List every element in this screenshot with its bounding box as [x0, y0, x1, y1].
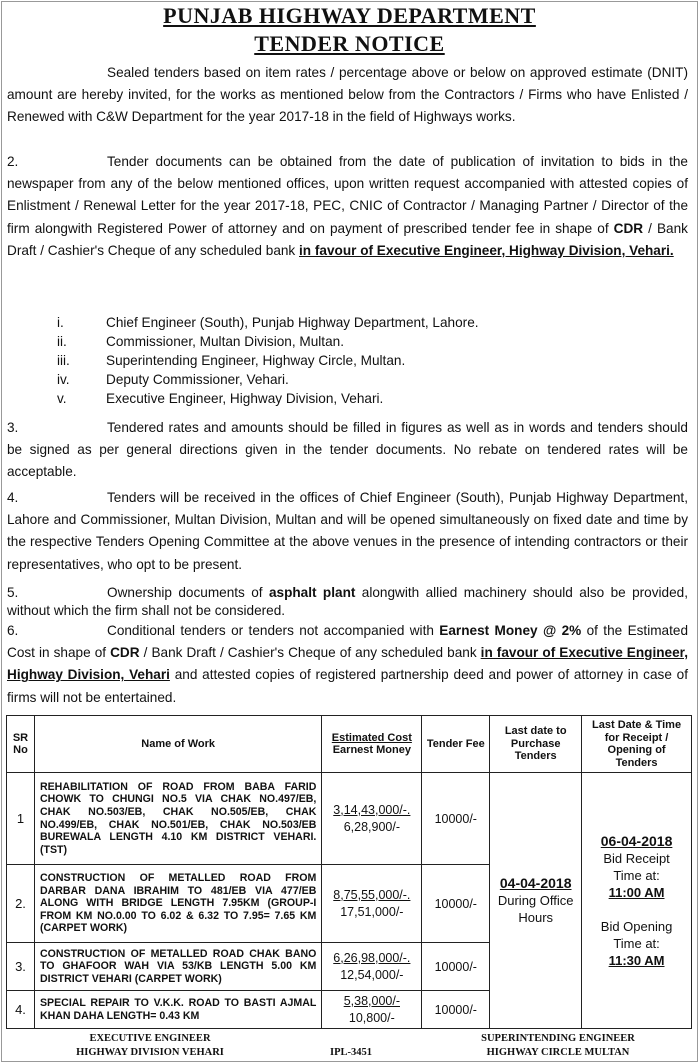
bid-receipt-time-label: Time at: [613, 867, 660, 883]
purchase-line-1: During Office [497, 893, 574, 908]
row-work: SPECIAL REPAIR TO V.K.K. ROAD TO BASTI AJMAL KHAN DAHA LENGTH= 0.43 KM [34, 991, 321, 1029]
in-favour-text: in favour of Executive Engineer, Highway Division, Vehari. [299, 242, 674, 258]
list-item [57, 313, 479, 332]
estimated-cost: 3,14,43,000/-. [333, 802, 411, 817]
earnest-money: 12,54,000/- [340, 967, 404, 982]
row-work: REHABILITATION OF ROAD FROM BABA FARID CHOWK TO CHUNGI NO.5 VIA CHAK NO.497/EB, CHAK NO.503/EB, CHAK NO.505/EB, CHAK NO.499/EB, CHAK NO.501/EB, CHAK NO.503/EB BUREWALA LENGTH 4.10 KM DISTRICT VEHARI. (TST) [34, 773, 321, 865]
earnest-money: 6,28,900/- [343, 819, 400, 834]
row-sr: 1 [7, 773, 35, 865]
footer-executive-engineer [30, 1032, 270, 1060]
paragraph-2-text: Tender documents can be obtained from the date of publication of invitation to bids in the newspaper from any of the below mentioned offices, upon written request accompanied with attested copies of Enlistment / Renewal Letter for the year 2017-18, PEC, CNIC of Contractor / Managing Partner / Director of the firm alongwith Registered Power of attorney and on payment of prescribed tender fee in shape of [7, 154, 688, 236]
footer-superintending-engineer [438, 1032, 678, 1060]
list-item-number: iv. [57, 372, 70, 387]
paragraph-6 [7, 620, 688, 709]
opening-time: 11:30 AM [608, 952, 665, 968]
estimated-cost: 8,75,55,000/-. [333, 887, 411, 902]
footer-right-line-1: SUPERINTENDING ENGINEER [481, 1033, 635, 1044]
row-cost [322, 943, 422, 991]
receipt-time: 11:00 AM [608, 884, 665, 900]
estimated-cost: 6,26,98,000/-. [333, 950, 411, 965]
paragraph-number: 5. [7, 585, 19, 600]
paragraph-number: 6. [7, 623, 19, 638]
footer-left-line-2: HIGHWAY DIVISION VEHARI [76, 1047, 224, 1058]
row-fee: 10000/- [422, 991, 490, 1029]
purchase-date-cell [490, 773, 582, 1029]
paragraph-2-text-b: / Bank Draft / Cashier's Cheque of any scheduled bank [7, 220, 688, 258]
row-sr: 2. [7, 865, 35, 943]
paragraph-number: 4. [7, 490, 19, 505]
paragraph-4 [7, 487, 688, 576]
purchase-line-2: Hours [518, 910, 554, 925]
paragraph-5 [7, 584, 688, 620]
paragraph-5-text-b: alongwith allied machinery should also be provided, without which the firm shall not be considered. [7, 585, 688, 618]
row-fee: 10000/- [422, 865, 490, 943]
paragraph-6-text-d: and attested copies of registered partnership deed and power of attorney in case of firms will not be entertained. [7, 667, 688, 705]
list-item-text: Superintending Engineer, Highway Circle, Multan. [106, 353, 406, 368]
row-cost [322, 991, 422, 1029]
cdr-text: CDR [613, 220, 644, 236]
list-item [57, 332, 479, 351]
paragraph-6-text-c: / Bank Draft / Cashier's Cheque of any scheduled bank [139, 645, 481, 661]
paragraph-3 [7, 417, 688, 484]
list-item-text: Deputy Commissioner, Vehari. [106, 372, 289, 387]
header-estimated-cost: Estimated Cost [331, 731, 412, 744]
footer-ipl-code: IPL-3451 [330, 1047, 372, 1058]
earnest-money-text: Earnest Money @ 2% [439, 623, 582, 638]
paragraph-number: 2. [7, 154, 19, 169]
in-favour-text: in favour of Executive Engineer, Highway Division, Vehari [7, 645, 688, 683]
department-title: PUNJAB HIGHWAY DEPARTMENT [163, 3, 536, 28]
header-name-of-work: Name of Work [34, 716, 321, 773]
paragraph-2 [7, 151, 688, 262]
header-cost [322, 716, 422, 773]
footer-right-line-2: HIGHWAY CIRCLE MULTAN [486, 1047, 630, 1058]
row-sr: 3. [7, 943, 35, 991]
footer-left-line-1: EXECUTIVE ENGINEER [89, 1033, 211, 1044]
paragraph-number: 3. [7, 420, 19, 435]
header-last-date-receipt: Last Date & Time for Receipt / Opening of Tenders [582, 716, 692, 773]
paragraph-5-text: Ownership documents of [107, 585, 269, 600]
list-item [57, 351, 479, 370]
paragraph-1 [7, 62, 688, 129]
earnest-money: 10,800/- [348, 1010, 395, 1025]
row-cost [322, 865, 422, 943]
list-item-text: Executive Engineer, Highway Division, Vehari. [106, 391, 384, 406]
row-work: CONSTRUCTION OF METALLED ROAD FROM DARBAR DANA IBRAHIM TO 481/EB VIA 477/EB ALONG WITH BRIDGE LENGTH 7.95KM (GROUP-I FROM KM NO.0.00 TO 6.02 & 6.32 TO 7.95= 7.65 KM (CARPET WORK) [34, 865, 321, 943]
header-tender-fee: Tender Fee [422, 716, 490, 773]
list-item [57, 389, 479, 408]
receipt-date: 06-04-2018 [600, 832, 673, 849]
earnest-money: 17,51,000/- [340, 904, 404, 919]
paragraph-6-text: Conditional tenders or tenders not accompanied with [107, 623, 440, 638]
paragraph-4-text: Tenders will be received in the offices of Chief Engineer (South), Punjab Highway Department, Lahore and Commissioner, Multan Division, Multan and will be opened simultaneously on fixed date and time by the respective Tenders Opening Committee at the above venues in the presence of intending contractors or their representatives, who opt to be present. [7, 490, 688, 572]
list-item-number: v. [57, 391, 67, 406]
paragraph-6-text-b: of the Estimated Cost in shape of [7, 623, 689, 661]
list-item-text: Chief Engineer (South), Punjab Highway Department, Lahore. [106, 315, 479, 330]
row-sr: 4. [7, 991, 35, 1029]
purchase-date: 04-04-2018 [499, 875, 572, 891]
cdr-text: CDR [110, 645, 140, 661]
asphalt-plant-text: asphalt plant [268, 585, 356, 600]
bid-opening-label: Bid Opening [600, 918, 673, 934]
tenders-table [6, 715, 692, 1029]
bid-receipt-label: Bid Receipt [603, 850, 670, 866]
list-item-number: ii. [57, 334, 67, 349]
offices-list [57, 313, 479, 408]
list-item [57, 370, 479, 389]
table-row [7, 773, 692, 865]
header-sr: SR No [7, 716, 35, 773]
list-item-text: Commissioner, Multan Division, Multan. [106, 334, 344, 349]
paragraph-1-text: Sealed tenders based on item rates / percentage above or below on approved estimate (DNIT) amount are hereby invited, for the works as mentioned below from the Contractors / Firms who have Enlisted / Renewed with C&W Department for the year 2017-18 in the field of Highways works. [7, 65, 688, 125]
notice-title: TENDER NOTICE [254, 31, 445, 56]
estimated-cost: 5,38,000/- [343, 993, 400, 1008]
list-item-number: i. [57, 315, 64, 330]
row-work: CONSTRUCTION OF METALLED ROAD CHAK BANO TO GHAFOOR WAH VIA 53/KB LENGTH 5.00 KM DISTRICT VEHARI (CARPET WORK) [34, 943, 321, 991]
paragraph-3-text: Tendered rates and amounts should be filled in figures as well as in words and tenders should be signed as per general directions given in the tender documents. No rebate on tendered rates will be acceptable. [7, 420, 688, 480]
receipt-date-cell [582, 773, 692, 1029]
table-header-row [7, 716, 692, 773]
list-item-number: iii. [57, 353, 70, 368]
header-last-date-purchase: Last date to Purchase Tenders [490, 716, 582, 773]
header-earnest-money: Earnest Money [332, 744, 411, 756]
row-cost [322, 773, 422, 865]
row-fee: 10000/- [422, 773, 490, 865]
bid-opening-time-label: Time at: [613, 935, 660, 951]
row-fee: 10000/- [422, 943, 490, 991]
